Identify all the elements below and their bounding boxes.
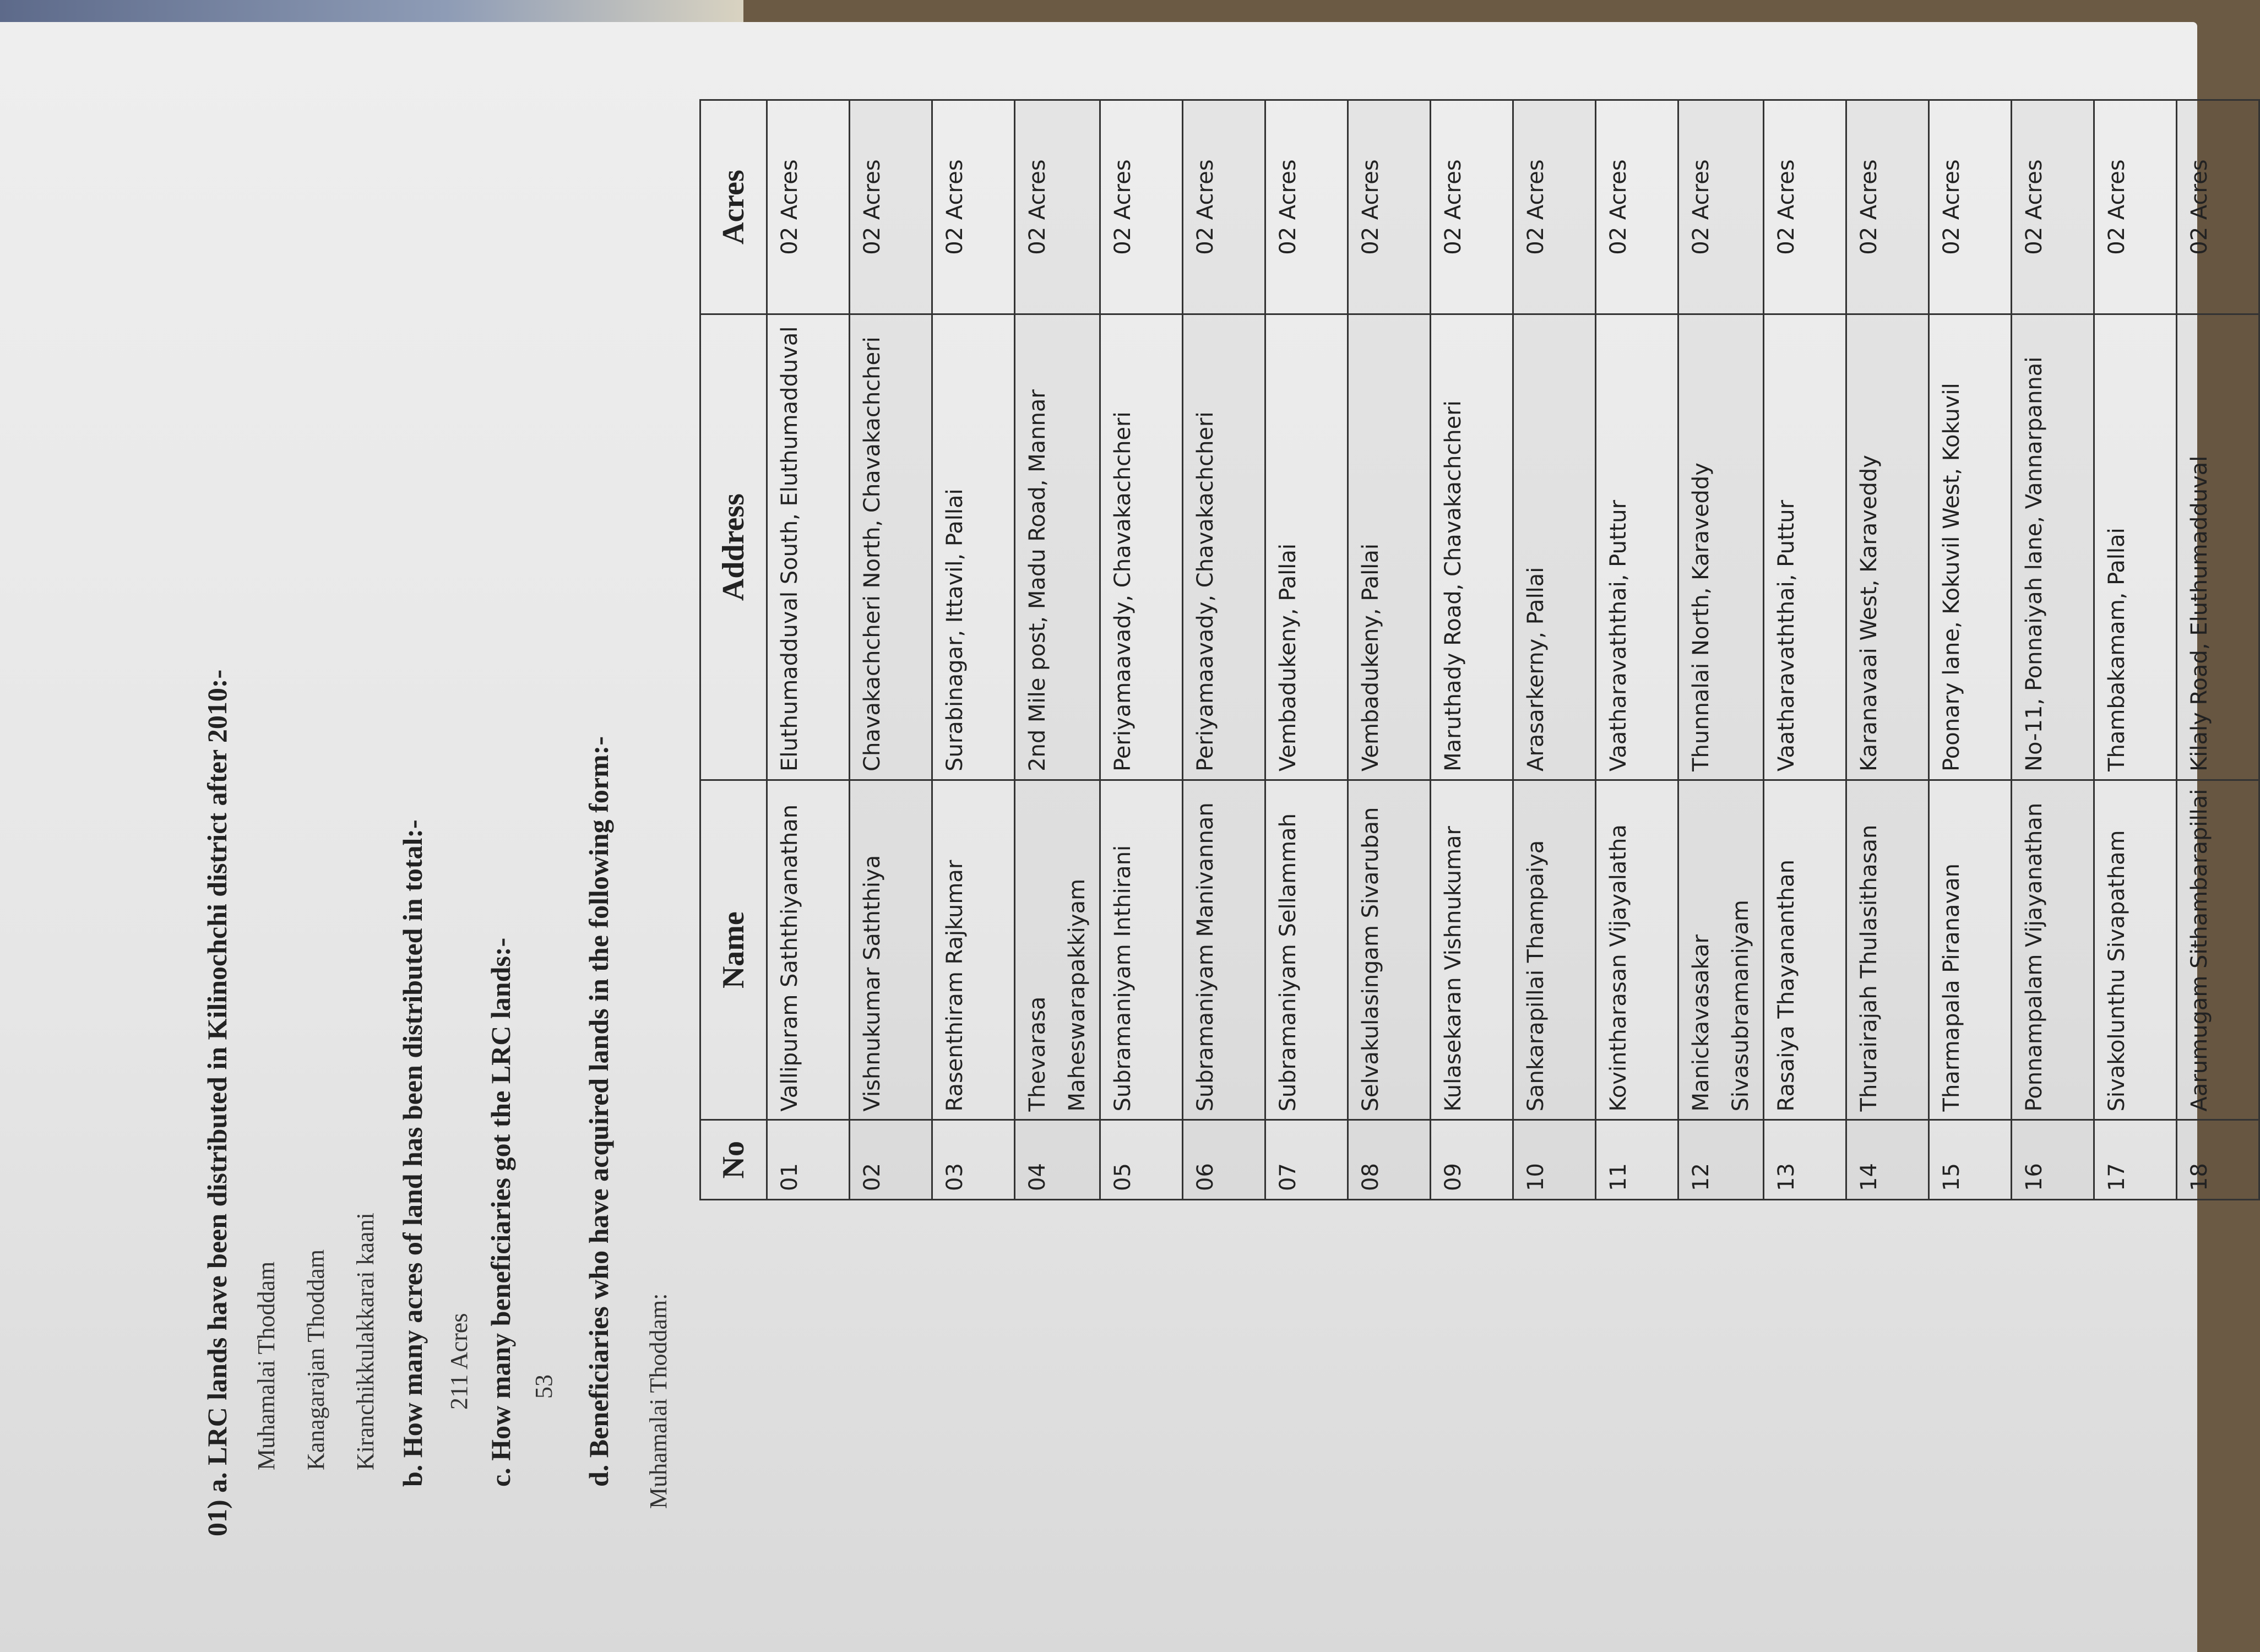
cell-name: Subramaniyam Manivannan (1183, 780, 1265, 1120)
cell-no: 15 (1929, 1120, 2012, 1200)
cell-no: 03 (932, 1120, 1015, 1200)
cell-no: 01 (767, 1120, 850, 1200)
cell-acres: 02 Acres (1929, 100, 2012, 314)
table-row (1846, 100, 1929, 1200)
paper-sheet (0, 22, 2212, 1652)
cell-address: Vembadukeny, Pallai (1265, 314, 1348, 780)
answer-a-item-1: Muhamalai Thoddam (253, 1261, 280, 1470)
question-c: c. How many beneficiaries got the LRC lands:- (485, 937, 516, 1487)
cell-no: 10 (1513, 1120, 1596, 1200)
cell-no: 06 (1183, 1120, 1265, 1200)
cell-no: 09 (1431, 1120, 1513, 1200)
cell-no: 16 (2012, 1120, 2094, 1200)
answer-a-item-2: Kanagarajan Thoddam (302, 1249, 329, 1470)
cell-address: Periyamaavady, Chavakachcheri (1183, 314, 1265, 780)
cell-name: Vallipuram Saththiyanathan (767, 780, 850, 1120)
cell-acres: 02 Acres (1015, 100, 1100, 314)
table-row (850, 100, 932, 1200)
table-row (767, 100, 850, 1200)
cell-name: Tharmapala Piranavan (1929, 780, 2012, 1120)
section-label: Muhamalai Thoddam: (645, 1293, 672, 1509)
answer-b: 211 Acres (446, 1313, 472, 1410)
cell-address: Surabinagar, Ittavil, Pallai (932, 314, 1015, 780)
answer-c: 53 (530, 1374, 557, 1399)
cell-name: Subramaniyam Inthirani (1100, 780, 1183, 1120)
cell-name: Sankarapillai Thampaiya (1513, 780, 1596, 1120)
cell-acres: 02 Acres (1348, 100, 1431, 314)
cell-no: 11 (1596, 1120, 1678, 1200)
cell-address: 2nd Mile post, Madu Road, Mannar (1015, 314, 1100, 780)
cell-no: 12 (1678, 1120, 1764, 1200)
cell-address: Vaatharavaththai, Puttur (1764, 314, 1846, 780)
table-row (1348, 100, 1431, 1200)
cell-name: Rasenthiram Rajkumar (932, 780, 1015, 1120)
table-row (2094, 100, 2177, 1200)
table-row (1265, 100, 1348, 1200)
cell-address: Periyamaavady, Chavakachcheri (1100, 314, 1183, 780)
table-row (1764, 100, 1846, 1200)
table-row (2177, 100, 2259, 1200)
cell-name: Subramaniyam Sellammah (1265, 780, 1348, 1120)
header-no: No (700, 1120, 767, 1200)
cell-acres: 02 Acres (2012, 100, 2094, 314)
cell-acres: 02 Acres (1678, 100, 1764, 314)
cell-name: Ponnampalam Vijayanathan (2012, 780, 2094, 1120)
cell-name: Kulasekaran Vishnukumar (1431, 780, 1513, 1120)
cell-name: Rasaiya Thayananthan (1764, 780, 1846, 1120)
cell-name: Thurairajah Thulasithasan (1846, 780, 1929, 1120)
question-a: 01) a. LRC lands have been distributed in Kilinochchi district after 2010:- (202, 669, 232, 1536)
table-row (2012, 100, 2094, 1200)
table-body (767, 100, 2259, 1200)
cell-no: 02 (850, 1120, 932, 1200)
cell-acres: 02 Acres (1100, 100, 1183, 314)
cell-name: Vishnukumar Saththiya (850, 780, 932, 1120)
cell-no: 17 (2094, 1120, 2177, 1200)
cell-acres: 02 Acres (1513, 100, 1596, 314)
cell-no: 13 (1764, 1120, 1846, 1200)
cell-address: No-11, Ponnaiyah lane, Vannarpannai (2012, 314, 2094, 780)
answer-a-item-3: Kiranchikkulakkarai kaani (352, 1213, 379, 1470)
cell-address: Vaatharavaththai, Puttur (1596, 314, 1678, 780)
cell-name: Aarumugam Sithambarapillai (2177, 780, 2259, 1120)
cell-name: Sivakolunthu Sivapatham (2094, 780, 2177, 1120)
cell-acres: 02 Acres (1846, 100, 1929, 314)
cell-acres: 02 Acres (767, 100, 850, 314)
cell-acres: 02 Acres (2177, 100, 2259, 314)
cell-address: Arasarkerny, Pallai (1513, 314, 1596, 780)
cell-address: Karanavaai West, Karaveddy (1846, 314, 1929, 780)
cell-address: Poonary lane, Kokuvil West, Kokuvil (1929, 314, 2012, 780)
cell-no: 14 (1846, 1120, 1929, 1200)
question-d: d. Beneficiaries who have acquired lands in the following form:- (583, 736, 614, 1487)
cell-name: Selvakulasingam Sivaruban (1348, 780, 1431, 1120)
cell-address: Thambakamam, Pallai (2094, 314, 2177, 780)
cell-address: Thunnalai North, Karaveddy (1678, 314, 1764, 780)
table-header-row (700, 100, 767, 1200)
header-address: Address (700, 314, 767, 780)
document-page (77, 66, 2212, 1630)
cell-acres: 02 Acres (850, 100, 932, 314)
table-row (1596, 100, 1678, 1200)
table-row (1183, 100, 1265, 1200)
cell-acres: 02 Acres (1265, 100, 1348, 314)
table-row (1929, 100, 2012, 1200)
cell-name: Manickavasakar Sivasubramaniyam (1678, 780, 1764, 1120)
cell-no: 04 (1015, 1120, 1100, 1200)
table-row (1678, 100, 1764, 1200)
cell-acres: 02 Acres (2094, 100, 2177, 314)
cell-address: Maruthady Road, Chavakachcheri (1431, 314, 1513, 780)
header-name: Name (700, 780, 767, 1120)
cell-no: 08 (1348, 1120, 1431, 1200)
cell-name: Thevarasa Maheswarapakkiyam (1015, 780, 1100, 1120)
cell-acres: 02 Acres (1596, 100, 1678, 314)
cell-acres: 02 Acres (1183, 100, 1265, 314)
table-row (1015, 100, 1100, 1200)
cell-name: Kovintharasan Vijayalatha (1596, 780, 1678, 1120)
table-row (1513, 100, 1596, 1200)
question-b: b. How many acres of land has been distributed in total:- (397, 819, 428, 1487)
table-row (932, 100, 1015, 1200)
cell-address: Kilaly Road, Eluthumadduval (2177, 314, 2259, 780)
cell-acres: 02 Acres (932, 100, 1015, 314)
table-row (1100, 100, 1183, 1200)
cell-no: 07 (1265, 1120, 1348, 1200)
cell-no: 05 (1100, 1120, 1183, 1200)
cell-address: Vembadukeny, Pallai (1348, 314, 1431, 780)
header-acres: Acres (700, 100, 767, 314)
cell-address: Chavakachcheri North, Chavakachcheri (850, 314, 932, 780)
table-row (1431, 100, 1513, 1200)
cell-acres: 02 Acres (1431, 100, 1513, 314)
cell-no: 18 (2177, 1120, 2259, 1200)
beneficiaries-table (699, 99, 2260, 1200)
cell-acres: 02 Acres (1764, 100, 1846, 314)
cell-address: Eluthumadduval South, Eluthumadduval (767, 314, 850, 780)
